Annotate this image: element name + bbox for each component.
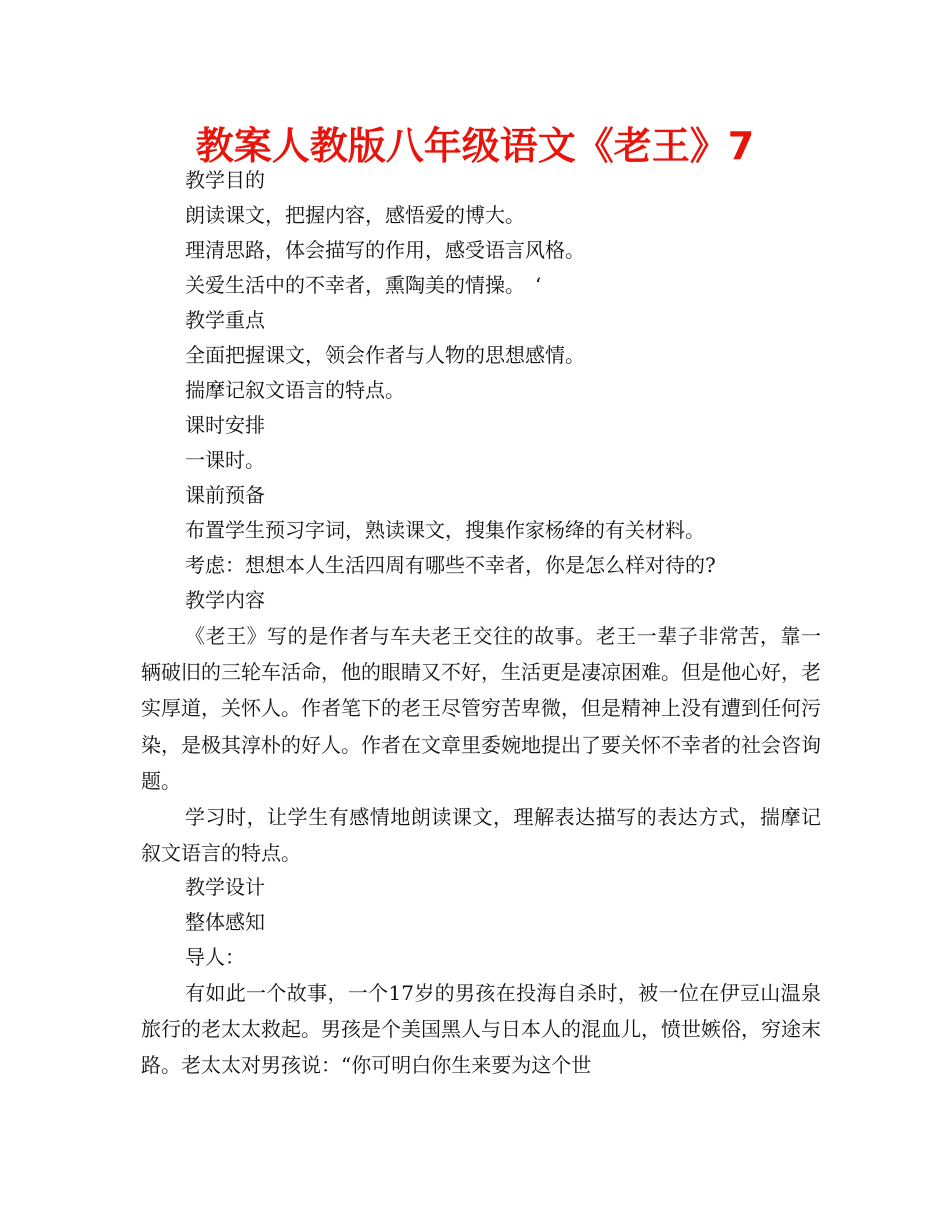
story-paragraph: 有如此一个故事，一个17岁的男孩在投海自杀时，被一位在伊豆山温泉旅行的老太太救起。男孩是个美国黑人与日本人的混血儿，愤世嫉俗，穷途末路。老太太对男孩说：“你可明白你生来要为这个世: [141, 981, 821, 1078]
document-title: 教案人教版八年级语文《老王》7: [195, 124, 755, 168]
heading-design: 教学设计: [185, 875, 265, 899]
goal-line-3: 关爱生活中的不幸者，熏陶美的情操。 ‘: [185, 273, 542, 297]
heading-content: 教学内容: [185, 588, 265, 612]
content-paragraph: 《老王》写的是作者与车夫老王交往的故事。老王一辈子非常苦，靠一辆破旧的三轮车活命，他的眼睛又不好，生活更是凄凉困难。但是他心好，老实厚道，关怀人。作者笔下的老王尽管穷苦卑微，但是精神上没有遭到任何污染，是极其淳朴的好人。作者在文章里委婉地提出了要关怀不幸者的社会咨询题。: [141, 624, 821, 793]
preparation-line-1: 布置学生预习字词，熟读课文，搜集作家杨绛的有关材料。: [185, 518, 705, 542]
heading-intro: 导人：: [185, 945, 245, 969]
preparation-line-2: 考虑：想想本人生活四周有哪些不幸者，你是怎么样对待的?: [185, 553, 716, 577]
heading-preparation: 课前预备: [185, 483, 265, 507]
heading-overall: 整体感知: [185, 910, 265, 934]
key-point-line-2: 揣摩记叙文语言的特点。: [185, 378, 405, 402]
goal-line-1: 朗读课文，把握内容，感悟爱的博大。: [185, 203, 525, 227]
goal-line-2: 理清思路，体会描写的作用，感受语言风格。: [185, 238, 585, 262]
heading-schedule: 课时安排: [185, 413, 265, 437]
key-point-line-1: 全面把握课文，领会作者与人物的思想感情。: [185, 343, 585, 367]
heading-teaching-goals: 教学目的: [185, 168, 265, 192]
study-paragraph: 学习时，让学生有感情地朗读课文，理解表达描写的表达方式，揣摩记叙文语言的特点。: [141, 805, 821, 866]
schedule-line: 一课时。: [185, 448, 265, 472]
heading-key-points: 教学重点: [185, 308, 265, 332]
